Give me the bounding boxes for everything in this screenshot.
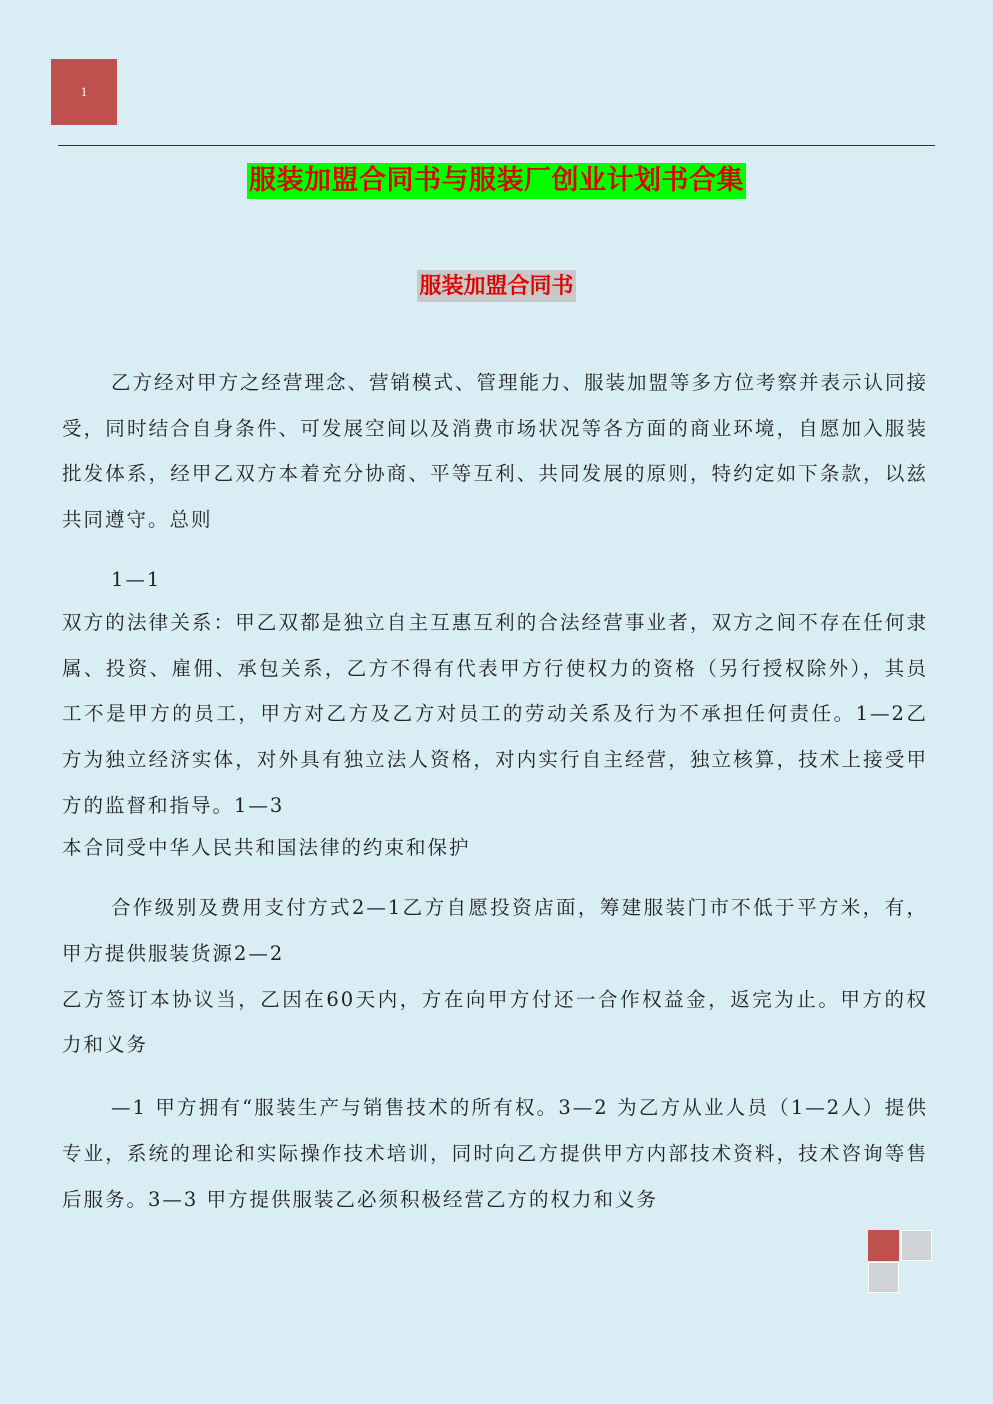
corner-decoration-red bbox=[868, 1230, 899, 1261]
paragraph-cooperation-fees: 合作级别及费用支付方式2—1乙方自愿投资店面，筹建服装门市不低于平方米，有，甲方提供服装货源2—2 bbox=[62, 896, 928, 966]
document-title: 服装加盟合同书与服装厂创业计划书合集 bbox=[247, 163, 746, 199]
title-block bbox=[0, 163, 993, 199]
document-body bbox=[62, 360, 928, 1222]
page-number-badge bbox=[51, 59, 117, 125]
subtitle-block bbox=[0, 270, 993, 302]
clause-number: 1—1 bbox=[111, 567, 162, 591]
paragraph-party-a-rights: —1 甲方拥有“服装生产与销售技术的所有权。3—2 为乙方从业人员（1—2人）提供专业，系统的理论和实际操作技术培训，同时向乙方提供甲方内部技术资料，技术咨询等售后服务。3—3 甲方提供服装乙必须积极经营乙方的权力和义务 bbox=[62, 1096, 928, 1211]
paragraph-legal-relationship: 双方的法律关系：甲乙双都是独立自主互惠互利的合法经营事业者，双方之间不存在任何隶属、投资、雇佣、承包关系，乙方不得有代表甲方行使权力的资格（另行授权除外），其员工不是甲方的员工，甲方对乙方及乙方对员工的劳动关系及行为不承担任何责任。1—2乙方为独立经济实体，对外具有独立法人资格，对内实行自主经营，独立核算，技术上接受甲方的监督和指导。1—3 bbox=[62, 610, 928, 817]
paragraph-legal-protection: 本合同受中华人民共和国法律的约束和保护 bbox=[62, 836, 471, 860]
header-divider bbox=[58, 145, 935, 146]
paragraph-intro: 乙方经对甲方之经营理念、营销模式、管理能力、服装加盟等多方位考察并表示认同接受，同时结合自身条件、可发展空间以及消费市场状况等各方面的商业环境，自愿加入服装批发体系，经甲乙双方本着充分协商、平等互利、共同发展的原则，特约定如下条款，以兹共同遵守。总则 bbox=[62, 371, 929, 532]
page-number: 1 bbox=[80, 84, 88, 99]
corner-decoration-gray bbox=[901, 1230, 932, 1261]
paragraph-payment-terms: 乙方签订本协议当，乙因在60天内，方在向甲方付还一合作权益金，返完为止。甲方的权力和义务 bbox=[62, 987, 928, 1057]
section-title: 服装加盟合同书 bbox=[417, 270, 575, 302]
corner-decoration-gray bbox=[868, 1262, 899, 1293]
